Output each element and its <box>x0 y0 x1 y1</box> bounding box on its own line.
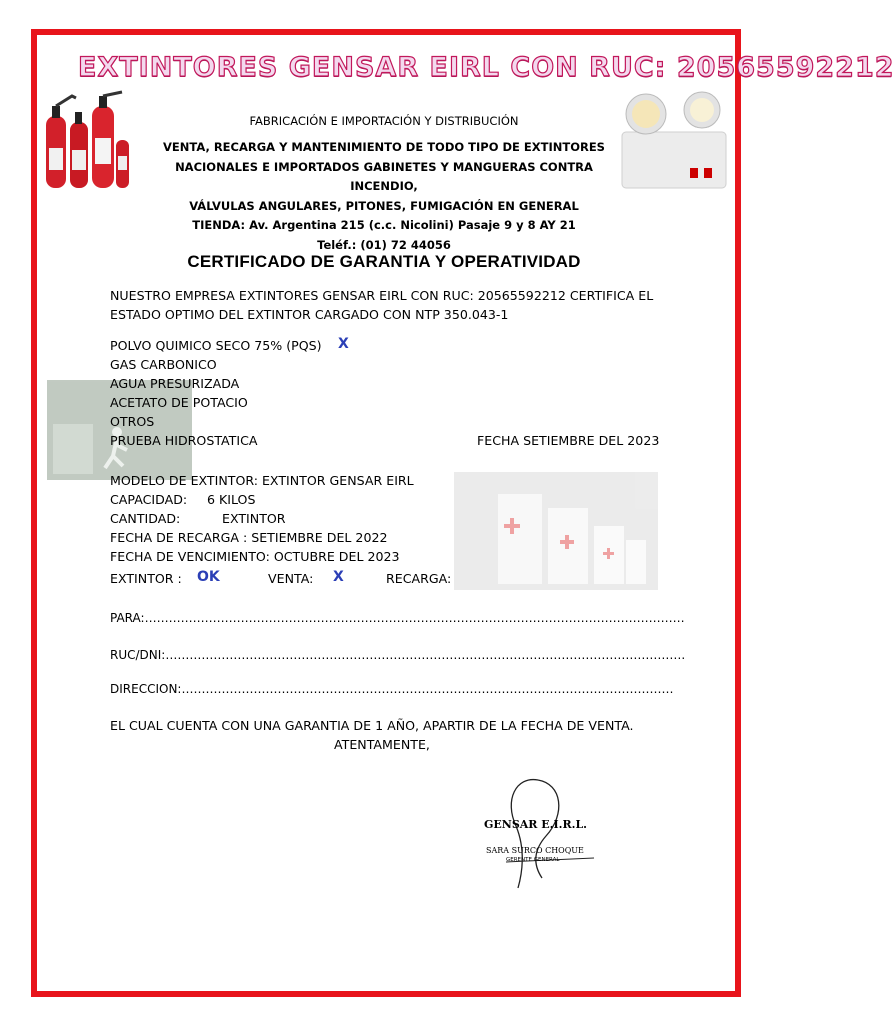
header-line: VENTA, RECARGA Y MANTENIMIENTO DE TODO TIPO DE EXTINTORES <box>163 140 605 154</box>
field-direccion: DIRECCION:…………………………………………………………………………………………………………… <box>110 682 674 696</box>
cantidad-label: CANTIDAD: <box>110 511 181 526</box>
field-para: PARA:……………………………………………………………………………………………………………………… <box>110 611 685 625</box>
header-tagline: FABRICACIÓN E IMPORTACIÓN Y DISTRIBUCIÓN <box>249 114 519 128</box>
recarga-label: RECARGA: <box>386 571 452 586</box>
venta-label: VENTA: <box>268 571 314 586</box>
certificate-title: CERTIFICADO DE GARANTIA Y OPERATIVIDAD <box>187 252 581 271</box>
signature-scribble <box>476 770 606 900</box>
first-aid-kit-image <box>454 472 658 590</box>
type-prueba-hidrostatica: PRUEBA HIDROSTATICA <box>110 433 258 448</box>
company-banner-text: EXTINTORES GENSAR EIRL CON RUC: 20565592212 <box>78 52 895 83</box>
type-otros: OTROS <box>110 414 155 429</box>
warranty-statement: EL CUAL CUENTA CON UNA GARANTIA DE 1 AÑO, APARTIR DE LA FECHA DE VENTA. <box>110 718 634 733</box>
extintor-status-mark: OK <box>197 569 220 585</box>
venta-mark: X <box>333 569 344 585</box>
intro-line-2: ESTADO OPTIMO DEL EXTINTOR CARGADO CON NTP 350.043-1 <box>110 307 509 322</box>
modelo-extintor: MODELO DE EXTINTOR: EXTINTOR GENSAR EIRL <box>110 473 414 488</box>
header-line: NACIONALES E IMPORTADOS GABINETES Y MANGUERAS CONTRA INCENDIO, <box>175 159 593 193</box>
header-line: TIENDA: Av. Argentina 215 (c.c. Nicolini) Pasaje 9 y 8 AY 21 <box>192 218 576 232</box>
fecha-vencimiento: FECHA DE VENCIMIENTO: OCTUBRE DEL 2023 <box>110 549 400 564</box>
header-line: Teléf.: (01) 72 44056 <box>317 237 451 252</box>
certificate-date: FECHA SETIEMBRE DEL 2023 <box>477 433 660 448</box>
type-pqs-mark: X <box>338 336 349 352</box>
type-acetato: ACETATO DE POTACIO <box>110 395 248 410</box>
extintor-label: EXTINTOR : <box>110 571 182 586</box>
field-ruc-dni: RUC/DNI:…………………………………………………………………………………………………………………. <box>110 648 686 662</box>
stamp-company: GENSAR E.I.R.L. <box>484 818 588 831</box>
closing-atentamente: ATENTAMENTE, <box>334 737 430 752</box>
company-banner <box>78 52 895 88</box>
emergency-lamp-image <box>620 92 728 192</box>
fire-extinguishers-image <box>42 88 132 198</box>
cantidad-value: EXTINTOR <box>222 511 286 526</box>
signature-stamp <box>476 770 606 900</box>
type-gas-carbonico: GAS CARBONICO <box>110 357 217 372</box>
capacidad-value: 6 KILOS <box>207 492 256 507</box>
fecha-recarga: FECHA DE RECARGA : SETIEMBRE DEL 2022 <box>110 530 388 545</box>
type-pqs: POLVO QUIMICO SECO 75% (PQS) <box>110 338 322 353</box>
stamp-name: SARA SURCO CHOQUE <box>486 846 584 855</box>
capacidad-label: CAPACIDAD: <box>110 492 188 507</box>
header-line: VÁLVULAS ANGULARES, PITONES, FUMIGACIÓN EN GENERAL <box>189 198 579 213</box>
intro-line-1: NUESTRO EMPRESA EXTINTORES GENSAR EIRL CON RUC: 20565592212 CERTIFICA EL <box>110 288 654 303</box>
header-services <box>140 138 628 255</box>
type-agua-presurizada: AGUA PRESURIZADA <box>110 376 240 391</box>
stamp-role: GERENTE GENERAL <box>506 857 560 863</box>
